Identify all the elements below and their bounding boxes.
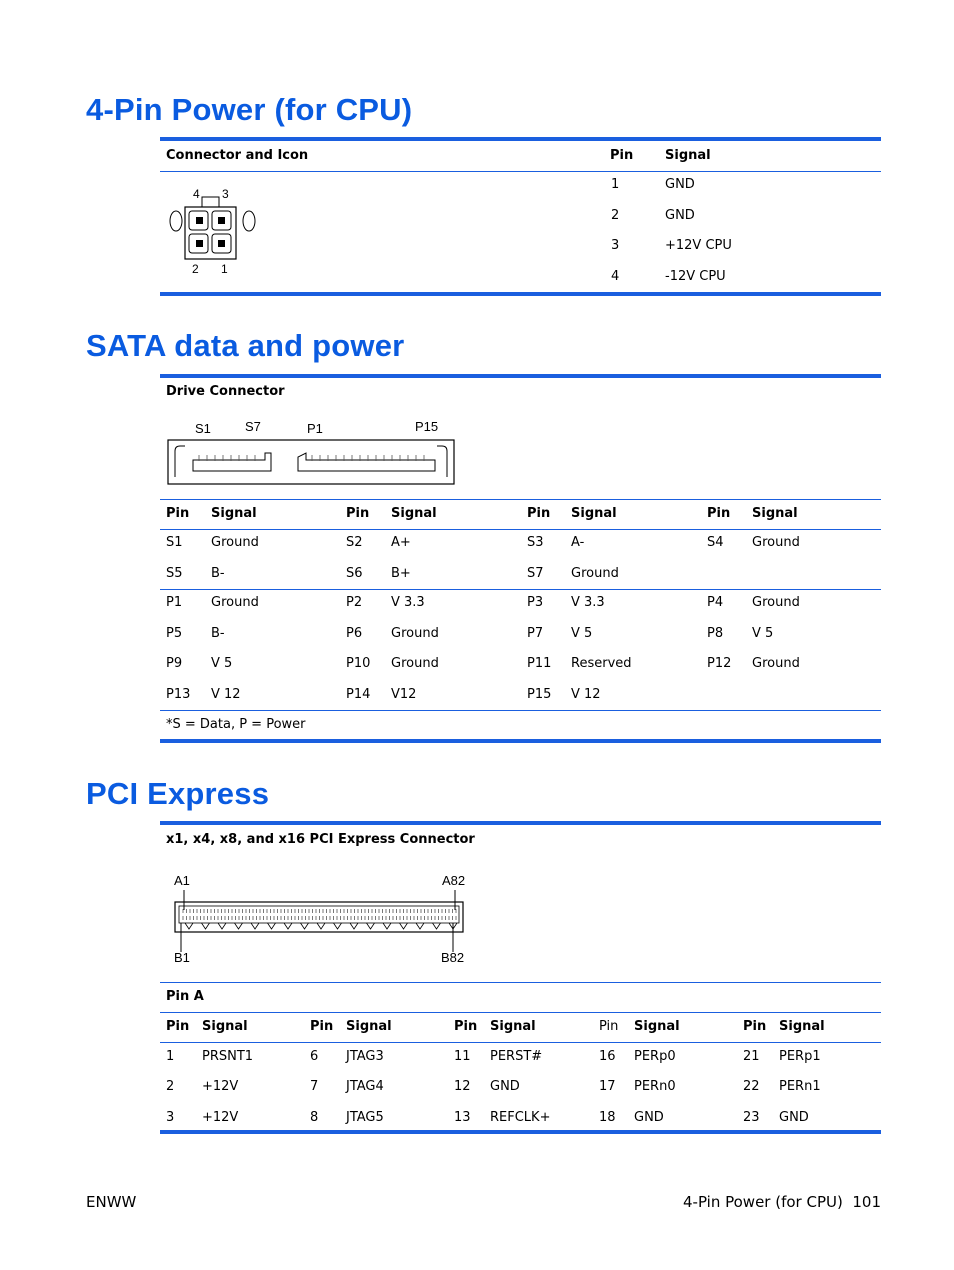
pci-header-signal: Signal bbox=[490, 1019, 536, 1034]
pci-cell-signal: JTAG5 bbox=[346, 1110, 384, 1125]
sata-cell-pin: P6 bbox=[346, 626, 363, 641]
pci-key-notch bbox=[400, 923, 408, 929]
sata-cell-signal: A- bbox=[571, 535, 585, 550]
sata-cell-signal: B+ bbox=[391, 566, 411, 581]
cpu-header-connector: Connector and Icon bbox=[166, 148, 309, 163]
sata-cell-signal: Ground bbox=[391, 656, 439, 671]
sata-cell-signal: Ground bbox=[211, 595, 259, 610]
pci-header-pin: Pin bbox=[166, 1019, 190, 1034]
sata-cell-signal: Ground bbox=[571, 566, 619, 581]
pci-key-notch bbox=[218, 923, 226, 929]
cpu-row-signal: +12V CPU bbox=[665, 238, 732, 253]
sata-cell-pin: P3 bbox=[527, 595, 544, 610]
pci-key-notch bbox=[185, 923, 193, 929]
pci-header-signal: Signal bbox=[779, 1019, 825, 1034]
pci-cell-signal: PERST# bbox=[490, 1049, 543, 1064]
pci-title: PCI Express bbox=[86, 776, 270, 811]
sata-title: SATA data and power bbox=[86, 328, 405, 363]
cpu-row-pin: 4 bbox=[611, 269, 620, 284]
sata-cell-signal: Ground bbox=[391, 626, 439, 641]
sata-note-rule bbox=[160, 710, 881, 711]
pci-label-a1: A1 bbox=[174, 873, 190, 888]
footer-left: ENWW bbox=[86, 1193, 137, 1211]
cpu-header-pin: Pin bbox=[610, 148, 634, 163]
sata-header-pin: Pin bbox=[346, 506, 370, 521]
sata-label-s7: S7 bbox=[245, 419, 261, 434]
cpu-table-top-rule bbox=[160, 137, 881, 141]
sata-connector-diagram bbox=[165, 415, 460, 490]
pci-header-signal: Signal bbox=[346, 1019, 392, 1034]
pci-cell-pin: 7 bbox=[310, 1079, 319, 1094]
sata-cell-pin: S1 bbox=[166, 535, 183, 550]
sata-cell-pin: P13 bbox=[166, 687, 191, 702]
pci-cell-pin: 22 bbox=[743, 1079, 760, 1094]
pci-cell-signal: PRSNT1 bbox=[202, 1049, 254, 1064]
pci-label-a82: A82 bbox=[442, 873, 466, 888]
sata-cell-pin: P11 bbox=[527, 656, 552, 671]
pci-header-top-rule bbox=[160, 1012, 881, 1013]
sata-label-p15: P15 bbox=[415, 419, 439, 434]
pci-header-pin: Pin bbox=[310, 1019, 334, 1034]
pci-key-notch bbox=[235, 923, 243, 929]
sata-cell-pin: S6 bbox=[346, 566, 363, 581]
sata-cell-pin: P5 bbox=[166, 626, 183, 641]
pci-key-notch bbox=[284, 923, 292, 929]
sata-cell-pin: P8 bbox=[707, 626, 724, 641]
sata-header-pin: Pin bbox=[707, 506, 731, 521]
pci-cell-signal: PERn0 bbox=[634, 1079, 676, 1094]
sata-header-pin: Pin bbox=[527, 506, 551, 521]
pci-header-signal: Signal bbox=[634, 1019, 680, 1034]
pci-key-notch bbox=[317, 923, 325, 929]
pci-cell-pin: 2 bbox=[166, 1079, 175, 1094]
sata-cell-pin: S7 bbox=[527, 566, 544, 581]
cpu-row-signal: -12V CPU bbox=[665, 269, 726, 284]
pci-cell-pin: 1 bbox=[166, 1049, 175, 1064]
cpu-row-pin: 2 bbox=[611, 208, 620, 223]
pci-cell-signal: GND bbox=[779, 1110, 809, 1125]
pci-key-notch bbox=[202, 923, 210, 929]
pci-cell-signal: PERp0 bbox=[634, 1049, 676, 1064]
cpu-connector-diagram bbox=[165, 182, 265, 278]
pci-key-notch bbox=[367, 923, 375, 929]
sata-cell-signal: V 5 bbox=[752, 626, 774, 641]
sata-cell-pin: S2 bbox=[346, 535, 363, 550]
pci-key-notch bbox=[334, 923, 342, 929]
cpu-pin-label-2: 2 bbox=[192, 262, 199, 276]
pci-cell-pin: 17 bbox=[599, 1079, 616, 1094]
pci-table-top-rule bbox=[160, 821, 881, 825]
sata-cell-pin: P9 bbox=[166, 656, 183, 671]
pci-header-pin: Pin bbox=[599, 1019, 619, 1034]
pci-key-notch bbox=[268, 923, 276, 929]
sata-cell-signal: Reserved bbox=[571, 656, 632, 671]
pci-cell-signal: +12V bbox=[202, 1079, 239, 1094]
sata-header-top-rule bbox=[160, 499, 881, 500]
pci-key-notch bbox=[433, 923, 441, 929]
sata-header-signal: Signal bbox=[752, 506, 798, 521]
sata-cell-pin: P12 bbox=[707, 656, 732, 671]
pci-cell-pin: 3 bbox=[166, 1110, 175, 1125]
pci-header-rule bbox=[160, 1042, 881, 1043]
sata-cell-pin: P1 bbox=[166, 595, 183, 610]
sata-cell-signal: B- bbox=[211, 626, 225, 641]
sata-cell-pin: P14 bbox=[346, 687, 371, 702]
pci-cell-pin: 8 bbox=[310, 1110, 319, 1125]
pci-cell-signal: REFCLK+ bbox=[490, 1110, 551, 1125]
pci-key-notch bbox=[301, 923, 309, 929]
sata-connector-header: Drive Connector bbox=[166, 384, 285, 399]
pci-cell-pin: 16 bbox=[599, 1049, 616, 1064]
pci-key-notch bbox=[383, 923, 391, 929]
sata-header-rule bbox=[160, 529, 881, 530]
pci-key-notch bbox=[416, 923, 424, 929]
sata-cell-pin: P10 bbox=[346, 656, 371, 671]
pci-pin-a-label: Pin A bbox=[166, 989, 204, 1004]
sata-note: *S = Data, P = Power bbox=[166, 717, 306, 732]
sata-header-pin: Pin bbox=[166, 506, 190, 521]
cpu-row-pin: 1 bbox=[611, 177, 620, 192]
sata-cell-signal: V 3.3 bbox=[391, 595, 425, 610]
sata-table-bottom-rule bbox=[160, 739, 881, 743]
sata-cell-signal: B- bbox=[211, 566, 225, 581]
cpu-row-signal: GND bbox=[665, 208, 695, 223]
pci-label-b82: B82 bbox=[441, 950, 465, 965]
pci-cell-signal: JTAG3 bbox=[346, 1049, 384, 1064]
sata-cell-signal: V 12 bbox=[571, 687, 601, 702]
pci-cell-pin: 12 bbox=[454, 1079, 471, 1094]
cpu-power-title: 4-Pin Power (for CPU) bbox=[86, 92, 413, 127]
sata-cell-pin: S5 bbox=[166, 566, 183, 581]
cpu-header-rule bbox=[160, 171, 881, 172]
sata-cell-signal: A+ bbox=[391, 535, 411, 550]
pci-cell-pin: 13 bbox=[454, 1110, 471, 1125]
pci-cell-signal: PERp1 bbox=[779, 1049, 821, 1064]
pci-key-notch bbox=[251, 923, 259, 929]
cpu-table-bottom-rule bbox=[160, 292, 881, 296]
pci-header-signal: Signal bbox=[202, 1019, 248, 1034]
sata-cell-pin: P2 bbox=[346, 595, 363, 610]
cpu-row-signal: GND bbox=[665, 177, 695, 192]
sata-cell-signal: Ground bbox=[752, 535, 800, 550]
pci-key-notch bbox=[350, 923, 358, 929]
sata-header-signal: Signal bbox=[211, 506, 257, 521]
footer-right: 4-Pin Power (for CPU) 101 bbox=[683, 1193, 881, 1211]
sata-cell-pin: P7 bbox=[527, 626, 544, 641]
sata-header-signal: Signal bbox=[571, 506, 617, 521]
sata-cell-signal: Ground bbox=[211, 535, 259, 550]
sata-label-p1: P1 bbox=[307, 421, 323, 436]
pci-cell-pin: 21 bbox=[743, 1049, 760, 1064]
sata-label-s1: S1 bbox=[195, 421, 211, 436]
sata-cell-signal: V 12 bbox=[211, 687, 241, 702]
pci-cell-pin: 23 bbox=[743, 1110, 760, 1125]
pci-cell-signal: JTAG4 bbox=[346, 1079, 384, 1094]
pci-pin-a-top-rule bbox=[160, 982, 881, 983]
pci-cell-pin: 18 bbox=[599, 1110, 616, 1125]
sata-cell-signal: V 3.3 bbox=[571, 595, 605, 610]
sata-cell-signal: Ground bbox=[752, 595, 800, 610]
pci-cell-pin: 11 bbox=[454, 1049, 471, 1064]
sata-cell-pin: S3 bbox=[527, 535, 544, 550]
pci-cell-signal: +12V bbox=[202, 1110, 239, 1125]
cpu-pin-label-4: 4 bbox=[193, 187, 200, 201]
sata-cell-signal: V 5 bbox=[571, 626, 593, 641]
sata-cell-signal: V12 bbox=[391, 687, 417, 702]
pci-cell-signal: GND bbox=[634, 1110, 664, 1125]
pci-header-pin: Pin bbox=[743, 1019, 767, 1034]
cpu-row-pin: 3 bbox=[611, 238, 620, 253]
pci-table-bottom-rule bbox=[160, 1130, 881, 1134]
cpu-pin-label-3: 3 bbox=[222, 187, 229, 201]
sata-table-top-rule bbox=[160, 374, 881, 378]
sata-header-signal: Signal bbox=[391, 506, 437, 521]
sata-cell-pin: S4 bbox=[707, 535, 724, 550]
cpu-header-signal: Signal bbox=[665, 148, 711, 163]
pci-cell-pin: 6 bbox=[310, 1049, 319, 1064]
sata-cell-signal: V 5 bbox=[211, 656, 233, 671]
cpu-pin-label-1: 1 bbox=[221, 262, 228, 276]
sata-cell-pin: P4 bbox=[707, 595, 724, 610]
pci-cell-signal: GND bbox=[490, 1079, 520, 1094]
pci-connector-diagram bbox=[165, 870, 475, 970]
pci-cell-signal: PERn1 bbox=[779, 1079, 821, 1094]
sata-group-rule bbox=[160, 589, 881, 590]
pci-header-pin: Pin bbox=[454, 1019, 478, 1034]
pci-label-b1: B1 bbox=[174, 950, 190, 965]
pci-connector-header: x1, x4, x8, and x16 PCI Express Connector bbox=[166, 832, 475, 847]
sata-cell-pin: P15 bbox=[527, 687, 552, 702]
sata-cell-signal: Ground bbox=[752, 656, 800, 671]
